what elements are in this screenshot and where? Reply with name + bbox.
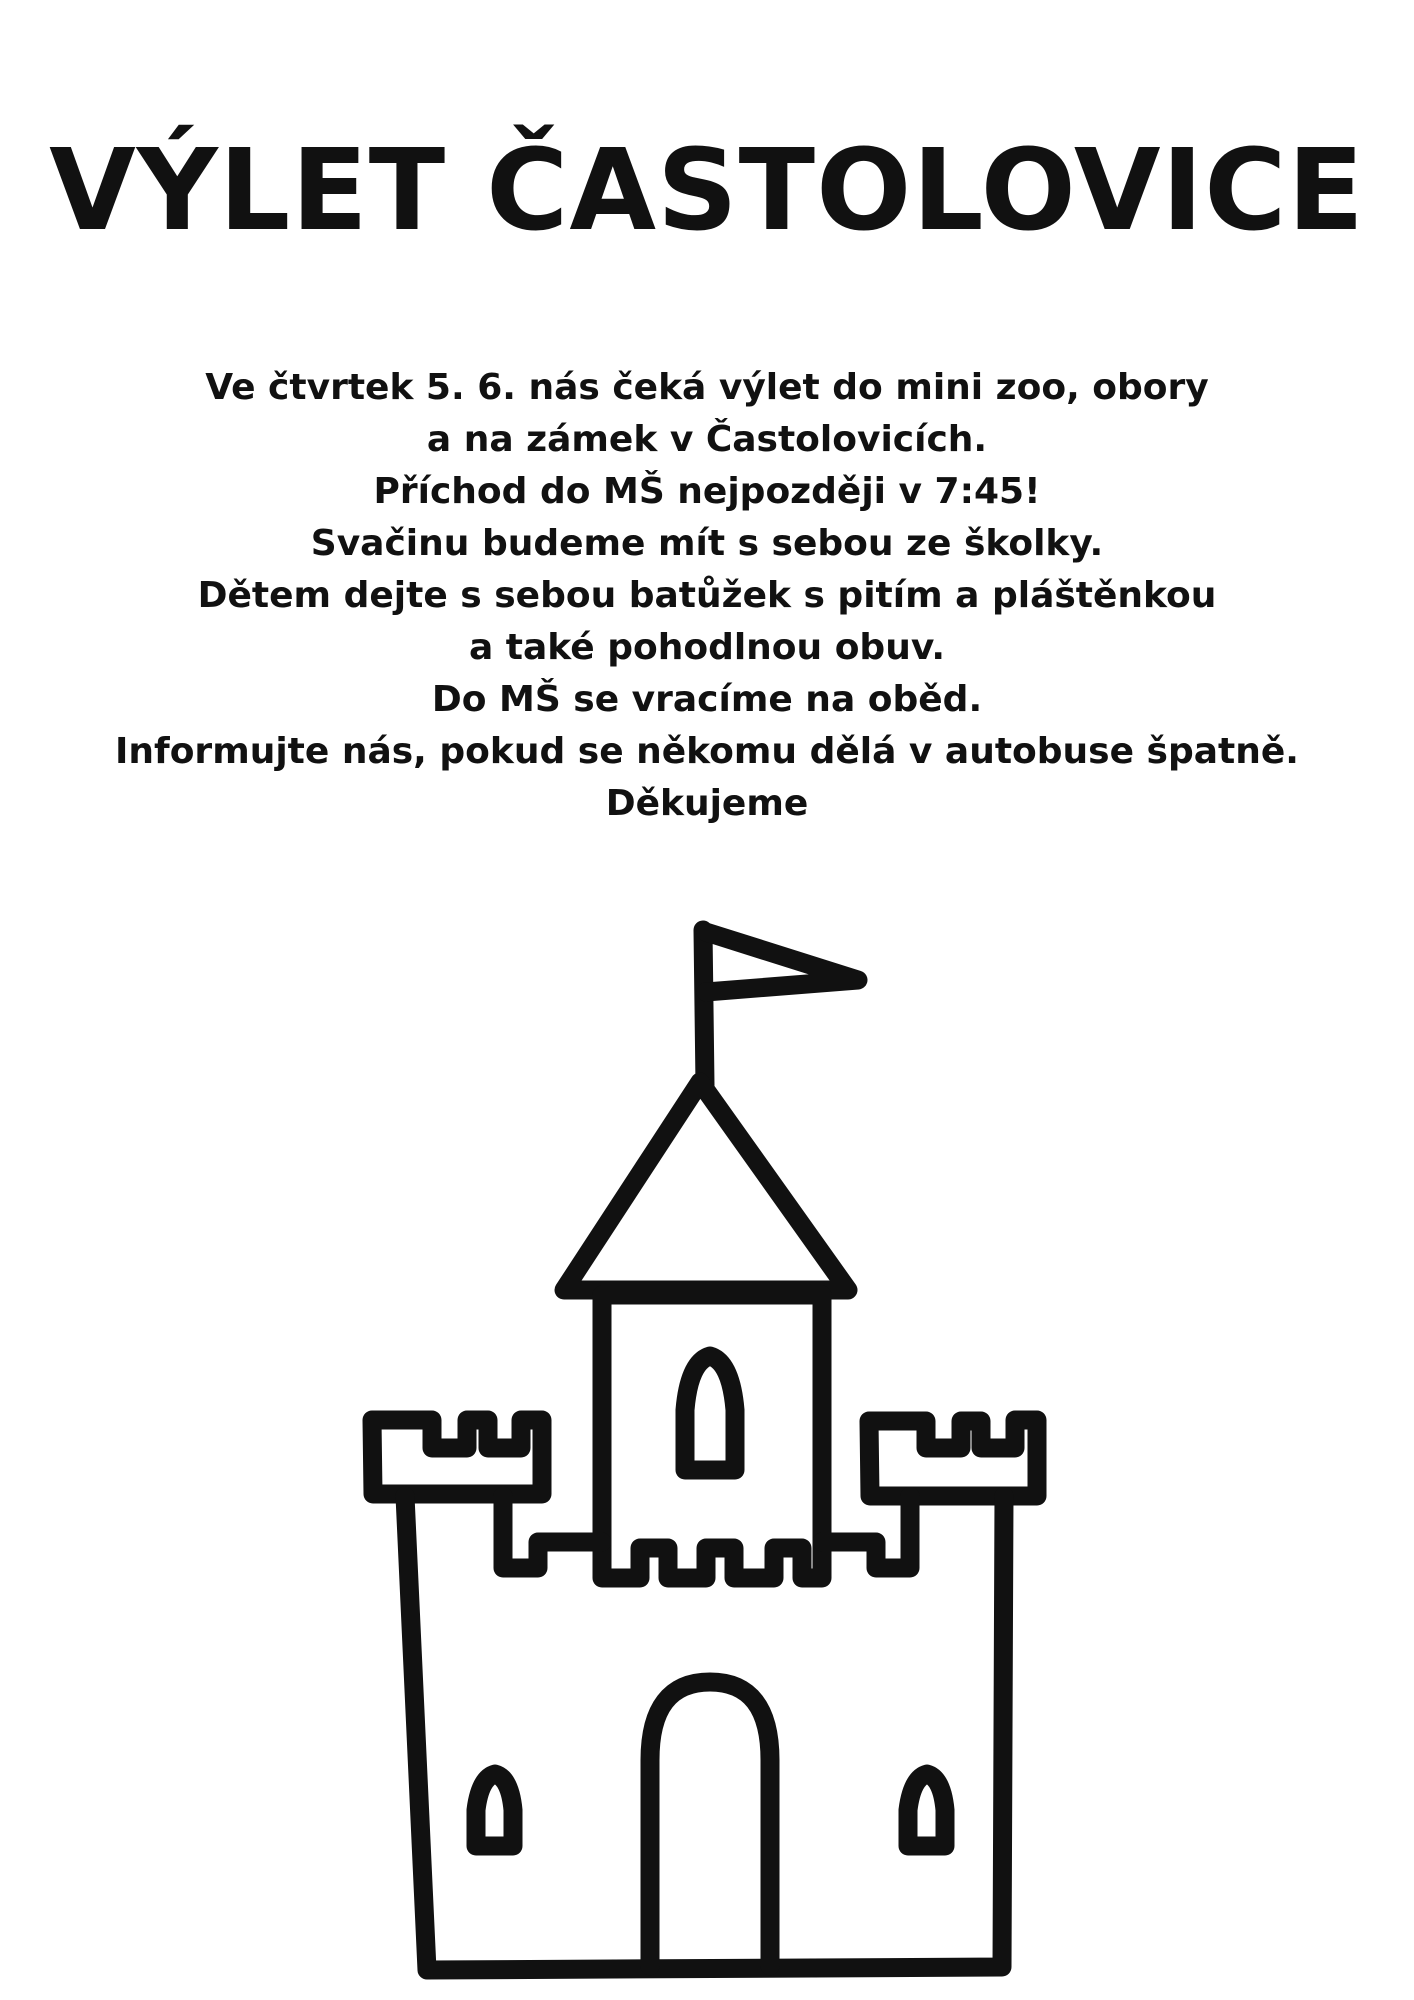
flag	[706, 932, 858, 992]
announcement-line: Ve čtvrtek 5. 6. nás čeká výlet do mini zoo, obory	[205, 367, 1209, 408]
announcement-line: Informujte nás, pokud se někomu dělá v autobuse špatně.	[115, 731, 1299, 772]
page-title: VÝLET ČASTOLOVICE	[49, 126, 1365, 256]
flag-pole	[703, 930, 705, 1085]
castle-gate	[650, 1682, 770, 1966]
announcement-line: a také pohodlnou obuv.	[468, 627, 946, 668]
central-tower	[602, 1295, 822, 1578]
announcement-line: Příchod do MŠ nejpozději v 7:45!	[373, 471, 1041, 512]
left-window	[476, 1774, 513, 1846]
announcement-line: Děkujeme	[605, 783, 809, 824]
tower-roof	[564, 1082, 848, 1290]
left-connector	[503, 1496, 602, 1568]
right-connector	[822, 1496, 910, 1568]
announcement-line: a na zámek v Častolovicích.	[426, 419, 988, 460]
announcement-line: Dětem dejte s sebou batůžek s pitím a pláštěnkou	[197, 575, 1217, 616]
left-turret	[372, 1420, 542, 1494]
announcement-line: Do MŠ se vracíme na oběd.	[431, 679, 983, 720]
announcement-line: Svačinu budeme mít s sebou ze školky.	[310, 523, 1104, 564]
right-window	[908, 1774, 945, 1846]
right-turret	[869, 1420, 1037, 1496]
tower-window	[685, 1356, 735, 1470]
